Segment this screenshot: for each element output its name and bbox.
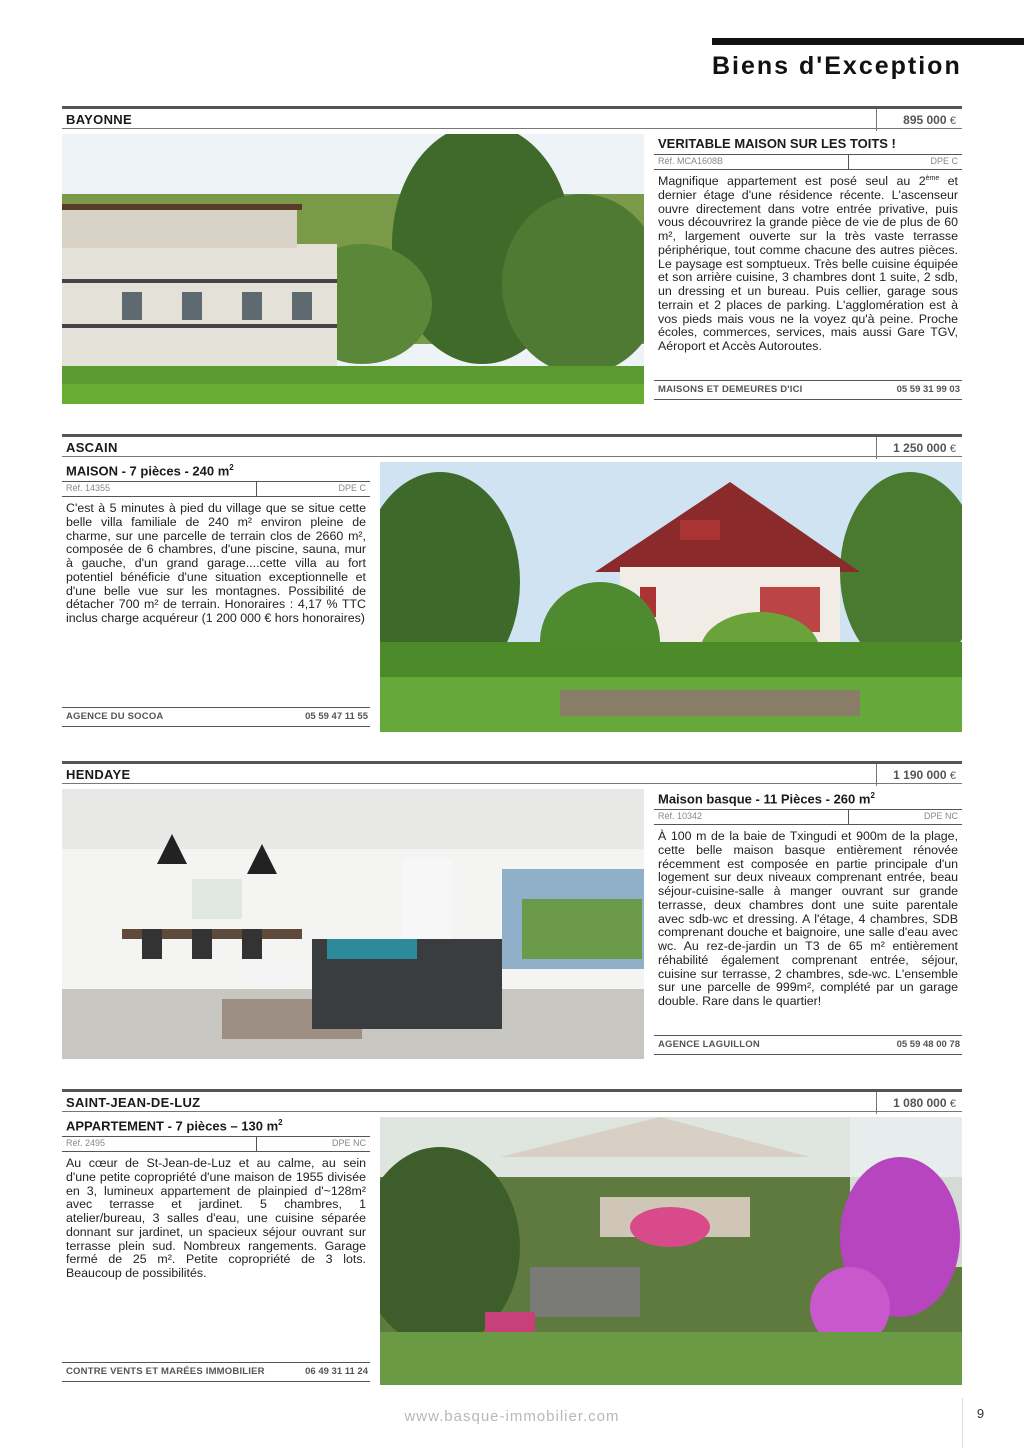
agency-phone: 06 49 31 11 24 — [305, 1366, 368, 1377]
ref-row — [654, 155, 962, 170]
agency-phone: 05 59 31 99 03 — [896, 384, 960, 395]
property-photo — [380, 462, 962, 732]
agency-name: AGENCE LAGUILLON — [658, 1039, 760, 1050]
description: C'est à 5 minutes à pied du village que se situe cette belle villa familiale de 240 m² environ pleine de charme, sur une parcelle de terrain clos de 2660 m², composée de 6 chambres, d'une piscine, sauna, mur à gauche, d'un grand garage....cette villa au fort potentiel bénéficie d'une situation exceptionnelle et d'une belle vue sur les montagnes. Possibilité de détacher 700 m² de terrain. Honoraires : 4,17 % TTC inclus charge acquéreur (1 200 000 € hors honoraires) — [66, 501, 366, 625]
city-name: ASCAIN — [66, 440, 118, 455]
separator — [848, 155, 849, 169]
agency-row — [62, 1362, 370, 1382]
info-box — [654, 789, 962, 1050]
reference: Réf. MCA1608B — [658, 156, 724, 166]
listing-bayonne — [62, 106, 962, 406]
header-bar — [712, 38, 1024, 45]
ref-row — [62, 482, 370, 497]
listing-title: Maison basque - 11 Pièces - 260 $m^2$ — [654, 789, 962, 810]
dpe-rating: DPE C — [930, 156, 958, 166]
price: 1 190 000 € — [876, 764, 962, 786]
reference: Réf. 10342 — [658, 811, 703, 821]
listing-ascain — [62, 434, 962, 734]
listing-title: APPARTEMENT - 7 pièces – 130 $m^2$ — [62, 1116, 370, 1137]
agency-row — [654, 1035, 962, 1055]
info-box — [654, 134, 962, 395]
description: Au cœur de St-Jean-de-Luz et au calme, au sein d'une petite copropriété d'une maison de 1955 divisée en 3, lumineux appartement de plainpied d'~128m² avec terrasse et jardinet. 5 chambres, 1 atelier/bureau, 3 salles d'eau, une cuisine séparée donnant sur jardinet, un spacieux séjour ouvrant sur terrasse plein sud. Nombreux rangements. Garage fermé de 25 m². Petite copropriété de 3 lots. Beaucoup de possibilités. — [66, 1156, 366, 1280]
agency-name: MAISONS ET DEMEURES D'ICI — [658, 384, 803, 395]
property-photo — [380, 1117, 962, 1385]
dpe-rating: DPE NC — [331, 1138, 366, 1148]
price: 1 250 000 € — [876, 437, 962, 459]
dpe-rating: DPE C — [338, 483, 366, 493]
listing-title: VERITABLE MAISON SUR LES TOITS ! — [654, 134, 962, 155]
city-name: SAINT-JEAN-DE-LUZ — [66, 1095, 201, 1110]
listing-hendaye — [62, 761, 962, 1061]
listing-title: MAISON - 7 pièces - 240 $m^2$ — [62, 461, 370, 482]
agency-row — [654, 380, 962, 400]
listing-saint-jean-de-luz — [62, 1089, 962, 1389]
reference: Réf. 14355 — [66, 483, 111, 493]
agency-phone: 05 59 47 11 55 — [305, 711, 368, 722]
divider — [62, 1111, 962, 1112]
property-photo — [62, 789, 644, 1059]
city-name: BAYONNE — [66, 112, 132, 127]
description: À 100 m de la baie de Txingudi et 900m de la plage, cette belle maison basque entièrement rénovée récemment est composée en partie principale d'un logement sur deux niveaux comprenant entrée, beau séjour-cuisine-salle à manger ouvrant sur grande terrasse, deux chambres dont une suite parentale avec sdb-wc et dressing. A l'étage, 4 chambres, SDB comprenant douche et baignoire, une salle d'eau avec wc. Au rez-de-jardin un T3 de 65 m² entièrement réhabilité également comprenant entrée, séjour, cuisine sur terrasse, 2 chambres, sde-wc. L'ensemble sur une parcelle de 999m², complété par un garage double. Rare dans le quartier! — [658, 829, 958, 1008]
page-number: 9 — [962, 1398, 998, 1448]
info-box — [62, 461, 370, 722]
separator — [256, 482, 257, 496]
dpe-rating: DPE NC — [923, 811, 958, 821]
separator — [848, 810, 849, 824]
divider — [62, 456, 962, 457]
agency-phone: 05 59 48 00 78 — [896, 1039, 960, 1050]
divider — [62, 783, 962, 784]
agency-row — [62, 707, 370, 727]
property-photo — [62, 134, 644, 404]
divider — [62, 128, 962, 129]
agency-name: CONTRE VENTS ET MARÉES IMMOBILIER — [66, 1366, 265, 1377]
ref-row — [62, 1137, 370, 1152]
separator — [256, 1137, 257, 1151]
price: 895 000 € — [876, 109, 962, 131]
ref-row — [654, 810, 962, 825]
description: Magnifique appartement est posé seul au 2ème et dernier étage d'une résidence récente. L'ascenseur ouvre directement dans votre entrée privative, puis vous découvrirez la grande pièce de vie de plus de 60 m², largement ouverte sur la très vaste terrasse périphérique, tout comme chacune des autres pièces. Le paysage est somptueux. Très belle cuisine équipée et son arrière cuisine, 3 chambres dont 1 suite, 2 sdb, un dressing et un bureau. Puis cellier, garage sous terrain et 2 places de parking. L'agglomération est à vos pieds mais vous ne la voyez qu'à peine. Proche écoles, commerces, services, mais aussi Gare TGV, Aéroport et Accès Autoroutes. — [658, 174, 958, 353]
city-name: HENDAYE — [66, 767, 131, 782]
website-url: www.basque-immobilier.com — [404, 1408, 620, 1425]
agency-name: AGENCE DU SOCOA — [66, 711, 164, 722]
price: 1 080 000 € — [876, 1092, 962, 1114]
reference: Réf. 2495 — [66, 1138, 106, 1148]
section-title: Biens d'Exception — [712, 52, 962, 80]
info-box — [62, 1116, 370, 1377]
